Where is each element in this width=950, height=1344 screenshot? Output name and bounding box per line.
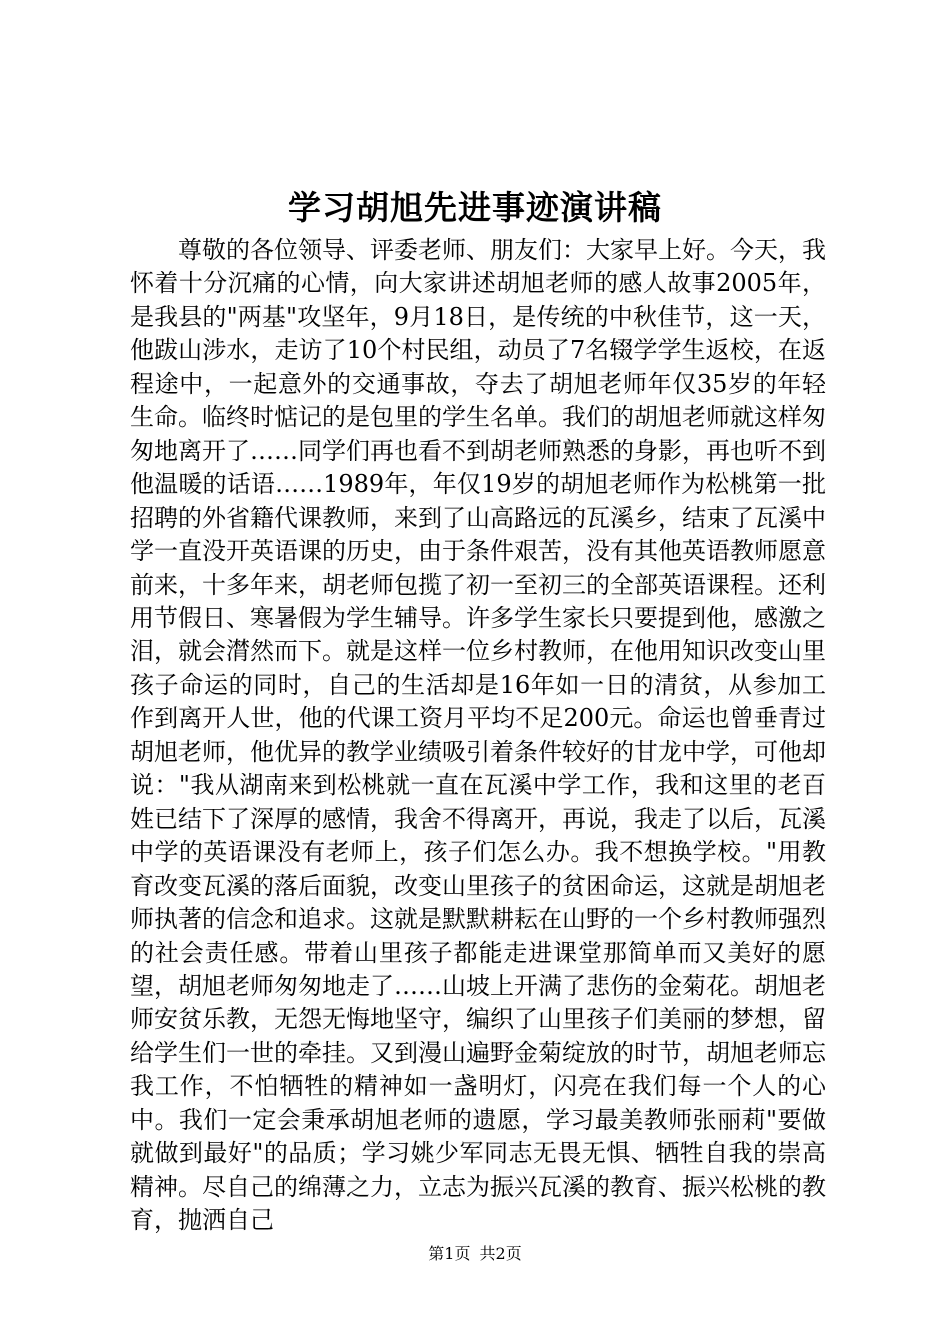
- page-number: 第1页: [428, 1244, 471, 1263]
- document-title: 学习胡旭先进事迹演讲稿: [288, 188, 662, 227]
- page-count: 共2页: [479, 1244, 522, 1263]
- body-paragraph: 尊敬的各位领导、评委老师、朋友们：大家早上好。今天，我怀着十分沉痛的心情，向大家讲述胡旭老师的感人故事2005年，是我县的"两基"攻坚年，9月18日，是传统的中秋佳节，这一天，他跋山涉水，走访了10个村民组，动员了7名辍学学生返校，在返程途中，一起意外的交通事故，夺去了胡旭老师年仅35岁的年轻生命。临终时惦记的是包里的学生名单。我们的胡旭老师就这样匆匆地离开了……同学们再也看不到胡老师熟悉的身影，再也听不到他温暖的话语……1989年，年仅19岁的胡旭老师作为松桃第一批招聘的外省籍代课教师，来到了山高路远的瓦溪乡，结束了瓦溪中学一直没开英语课的历史，由于条件艰苦，没有其他英语教师愿意前来，十多年来，胡老师包揽了初一至初三的全部英语课程。还利用节假日、寒暑假为学生辅导。许多学生家长只要提到他，感激之泪，就会潸然而下。就是这样一位乡村教师，在他用知识改变山里孩子命运的同时，自己的生活却是16年如一日的清贫，从参加工作到离开人世，他的代课工资月平均不足200元。命运也曾垂青过胡旭老师，他优异的教学业绩吸引着条件较好的甘龙中学，可他却说："我从湖南来到松桃就一直在瓦溪中学工作，我和这里的老百姓已结下了深厚的感情，我舍不得离开，再说，我走了以后，瓦溪中学的英语课没有老师上，孩子们怎么办。我不想换学校。"用教育改变瓦溪的落后面貌，改变山里孩子的贫困命运，这就是胡旭老师执著的信念和追求。这就是默默耕耘在山野的一个乡村教师强烈的社会责任感。带着山里孩子都能走进课堂那简单而又美好的愿望，胡旭老师匆匆地走了……山坡上开满了悲伤的金菊花。胡旭老师安贫乐教，无怨无悔地坚守，编织了山里孩子们美丽的梦想，留给学生们一世的牵挂。又到漫山遍野金菊绽放的时节，胡旭老师忘我工作，不怕牺牲的精神如一盏明灯，闪亮在我们每一个人的心中。我们一定会秉承胡旭老师的遗愿，学习最美教师张丽莉"要做就做到最好"的品质；学习姚少军同志无畏无惧、牺牲自我的崇高精神。尽自己的绵薄之力，立志为振兴瓦溪的教育、振兴松桃的教育，抛洒自己: [130, 236, 826, 1235]
- document-body: [130, 234, 826, 1235]
- page-footer: [0, 1242, 950, 1266]
